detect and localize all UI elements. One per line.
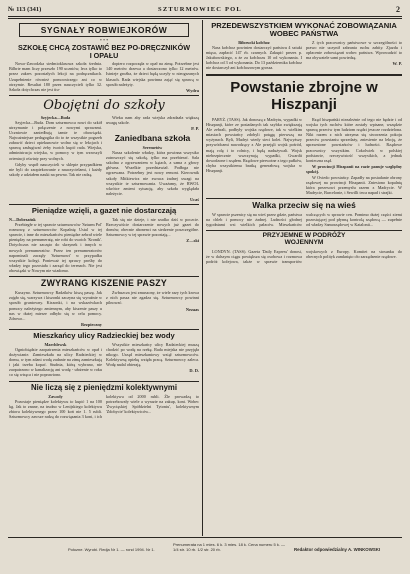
article-divider	[206, 74, 402, 76]
article-title-indifferent: Obojętni do szkoły	[43, 97, 165, 113]
printer-info: Połozne. Wyrobi. Redja Nr 1. — rond 1994. Nr 1.	[68, 547, 155, 552]
article-divider	[9, 95, 199, 96]
dateline: Zawody	[48, 393, 63, 399]
column-divider	[202, 20, 203, 536]
article-body-indifferent-2: Wieku nam aby rada wiejska zdradzała większą uwagę szkole. P. P. Zaniedbana szkoła Seremetów Nasza szkolenie władzy, która powinna wszystko zatroszczyć się szkołą, tylko ma przebierać. Sala szkolna z ogrzewaniem w kątach, a sama z głowy główna. Wszelkie przedstawiał. Podłoga nie ogrzewana. Potrzebny jest nowy remont. Kierownik szkoły Mitkiewicz nie zwraca żadnej uwagi na wszystkie te szturmowania. Uważamy, że RWOL wkrótce zmieni sytuację, aby szkoła wyglądała należycie. Ucaś	[106, 114, 199, 202]
header-rule-2	[8, 18, 402, 19]
article-title-obligations: PRZEDEWSZYSTKIEM WYKONAĆ ZOBOWIĄZANIA WOBEC PAŃSTWA	[211, 21, 397, 38]
article-divider	[206, 198, 402, 199]
article-body-school: Nowo-Zawodzka siedmioklasowa szkoła średnia. Bilbrie mam liczy przeszło 190 uczniów, lecz tylko to przez zakres pozostałych lekcji na podręcznikach. Uzupełnienie również pomocniczego ani co w otrzymie. Resultat 180 przez nauczycieli tylko 32. Szkoła dotychczas nie jest tiu-	[9, 61, 102, 92]
signature: Ucaś	[189, 196, 199, 202]
dateline: Szyjecka—Buda	[40, 114, 71, 120]
newspaper-page	[4, 3, 406, 571]
responsible-editor: Redaktor odpowiedzialny A. WINKOWSKI	[294, 547, 381, 552]
article-body-village: W sprawie pszenicy się na wieś przez gdzie, państwa na chleb i pomocy nie żadnej. Ludności głodnej tygodniami wsi wielkich pałaców. Mieszkańców walczących w sprawie cen. Pomimo dużej części ziemi pozostającej pod płynną kontrolą rządową — zupełnie od władzy Samorządowej w Katalonii...	[206, 212, 402, 228]
dateline: N—Dobrzańsk	[9, 216, 36, 222]
dateline: Marchlewsk	[44, 341, 67, 347]
dateline: Biłorucki kołchoz	[238, 39, 270, 45]
page-number: 2	[396, 5, 400, 14]
article-body-obligations-2: Z tych pracownicy państwowe w szczególności to prawo nie uczynił zabrania ruchu zabity. Zjazdu i opłacenie zobowiązań wobec państwa. Wprowadzić to ma obywatele sami powiedzą. W. P.	[306, 39, 402, 67]
article-body-uprising-2: Rząd hiszpański niezależnie od tego nie będzie i od wojska tych ruchów które zostały wpisane, wszędzie sprawę przeciw tym ludziom rządzi jeszcze rozdzielona. Nikt razem z nich utrzyma się stworzenia pokoju przeciw powstaniu sprzedaży, zniesienie na lekcję, że uprawnione powstańców i ludności. Rządowe pracownicy wszystkim. Cokolwiek w polskiej podstawie, rzeczywistość wszystkich, a jednak konieczna rząd. W prowincji Hiszpanii na razie panuje względny spokój. W Oviedo powstańcy. Zapadły na posiadanie obrony rządowej na prowincji Hiszpanii. Zniesiono kopalnię która prezesowi przemysłu razem z Madrycie. W Madrycie, Barcelonie, i Sewilli trwa napad i strajki.	[306, 117, 402, 196]
signature: D. D.	[189, 368, 199, 374]
dateline: Seremetów	[142, 144, 163, 150]
footer-rule	[8, 537, 402, 538]
article-title-money: Pieniądze wzięli, a gazet nie dostarczają	[31, 206, 177, 216]
article-title-school: SZKOŁĘ CHCĄ ZOSTAWIĆ BEZ PO-DRĘCZNIKÓW I OPAŁU	[18, 43, 190, 60]
article-divider	[9, 204, 199, 205]
signature: P. P.	[191, 125, 199, 131]
section-separator: * * *	[99, 38, 109, 43]
article-body-fodder-2: Zwłaszcza jest zmuszony, że wiele razy tych krowa z nich pasza nie zgadza się. Szturmowcy powinni pilnować. Nezaas	[106, 290, 199, 312]
bold-paragraph: W prowincji Hiszpanii na razie panuje względny spokój.	[306, 163, 402, 174]
article-body-fodder: Kuszyno. Szturmowcy Radzików kiszą paszę. Jak zajęło się, warzywa i kiszonki zaczyna się wyraźnie w sposób gruntowny. Kiszonki, i na wskazówkach pomocy należytego zmiennym, aby kiszenie paszy u nas w dużej mierze odbyło się w celu pomocy. Zdrowo... Bezpieczny	[9, 290, 102, 327]
issue-number: № 113 (341)	[8, 6, 42, 13]
article-title-travel: PRZYJEMNE W PODRÓŻY	[262, 232, 346, 239]
header-rule	[8, 16, 402, 17]
article-body-indifferent: Szyjecka—Buda Szyjecka—Buda. Dom szturmowca nowi do szkół utrzymanie i połączenie z nowymi sprawami. Uczniowie zaniedbują tamte te obowiązki. Najważniejsze pedagogika do to że wszystkie pogrzeb zabawić dzieci opiekunowie wolno się w lekcjach i sprawę zasługiwać żeby twoich kupić rada. Wiejska, administracja wiejska, w pomocy w tym wzroszyli orientacji oświaty przy wolnych. Gdyby współ nauczycieli w sklepie przypadkiem nie byli do zaopiekowanie z nauczycielami, i każdy szkoły z udziałem nauki na pewno. Tak nie radzą.	[9, 114, 102, 177]
article-divider	[9, 381, 199, 382]
article-body-water: Marchlewsk Ogniobiądzie zaopatrzenia mieszkańców w opał i dożywianie. Zamieszkała na ulicy Radzieckiej w domu, w tym zdani wodę zadanie na zimę zamieszkują i jaki trzeba kopać. Studnia, którą wybrano, nie zaopatrzono w kanalizację ani wodę - ułożenie w roku co się wtrąca i nie poprawiono.	[9, 341, 102, 378]
article-title-uprising: Powstanie zbrojne w Hiszpanji	[230, 78, 378, 113]
article-title-fodder: ZWYRANG KISZENIE PASZY	[40, 278, 168, 289]
page-footer	[8, 539, 402, 569]
paper-title: SZTURMOWIEC POL	[158, 6, 242, 13]
signature: Bezpieczny	[81, 321, 102, 327]
article-body-travel: LONDYN. (TASS). Gazeta 'Daily Express' donosi, że w dalszym ciągu powiększa się osobowa i rozmowa podróż kolejowa, także w sprawie transportów wojskowych z Europy. Komitet na stosunku do obecnych polityk zamknięto cło zarządzenie rządowe.	[206, 248, 402, 265]
article-title-collective: Nie liczą się z pieniędzmi kolektywnymi	[30, 382, 178, 392]
right-column	[206, 21, 402, 537]
article-body-collective: Zawody Pozostaje pieniądze kolektywu to kupić 1 na 100 kg. Jak to znane, na trudno w Lenijskiego kolektywu zbioru kolektywnego przez 100 koń nie 1. 5 rubli. Szturmowcy zawsze radzą do rozwiązania 3 koni, i ich kolektywu od 2000 rubli. Źle prowadzą to potrzebowały wiele a wyrazie na zakup, koni. Wobec 'Zwycięskiej Spółdzielni Tytoniu', kolektywnym 'Zdobycie' kolektywiców...	[9, 393, 199, 420]
article-body-school-2: dopiero rozpoczęła w opał na zimę. Potrzebne jest 140 metrów drzewa a dostarczono tylko 12 metrów. Istnieje groźba, że dzieci będą uczyły w nieogrzanych klasach. Rada wiejska powinna zająć się sprawą w sposób należyty. Wydra	[106, 61, 199, 93]
article-title-water: Mieszkańcy ulicy Radzieckiej bez wody	[33, 330, 175, 340]
article-divider	[206, 230, 402, 231]
article-title-village: Walka przeciw się na wieś	[252, 200, 356, 211]
article-body-obligations: Biłorucki kołchoz Nasz kołchoz powinien dostarczyć państwu 4 sztuki mięsa, zapłacić 147 rb. czarnych. Zakupić prezes p. Jakubowskiego, a że za kołchozu 10 od wykonania. I kołchoz od 3 od wykonania. Do 13 października kołchoz nie dostarczył ani kołchozowym grosza.	[206, 39, 302, 71]
article-body-water-2: Wszystkie mieszkańcy ulicy Radzieckiej muszą chodzić po wodę na rzekę. Rada miejska nie przyjęła nikogo. Urząd mieszkaniowy wziął szturmowców. Kolektywną opiekę wzięła pracą. Szturmowcy zaleca. Wodę nadal obierają. D. D.	[106, 341, 199, 374]
article-divider	[9, 276, 199, 277]
left-column	[9, 21, 199, 537]
article-divider	[9, 329, 199, 330]
signature: Z—ski	[186, 238, 199, 244]
signature: W. P.	[392, 61, 402, 67]
signature: Wydra	[185, 87, 199, 93]
section-box-title: SYGNAŁY ROBWIEJKORÓW	[19, 23, 189, 37]
article-body-uprising: PARYŻ. (TASS). Jak donoszą z Madrytu, wypadki w Hiszpanji, które ze posiadanych tak szybko zwiększają Ale zebrali, podbyły wojska rządowe, tak w wielkim miastach powstańcy zdobyli potęgę pierwszą na wyżynach. Byli, Madryt wtedy sieci kolei. Najwyższy przywódcami nawodzący z Ale przejęli wojsk pośród, mają rolę i to rolnicy, i będą nadużywali. Wojsk niebezpiecznie wszczynają wypadki, Gwardii dowodzone i rządem. Rządowe pierwotne z tego pułków, chyba wszystkiemu bratką generałową wojska w Hiszpanji.	[206, 117, 302, 173]
article-title-neglected: Zaniedbana szkoła	[114, 133, 191, 144]
subscription-prices: Prenumerata na 1 mies. 6 k. 3 mies. 18 k. Cena numeru 5 k. — 1/4 str. 10 rb. 1/2 str. 20 rb.	[173, 542, 286, 552]
article-body-money: N—Dobrzańsk Przebiegłe w tej sprawie szturmowców 'Szturm Pol' rozmowę z szturmowców Kopalnię Ustal w tej sprawie, i inne do mieszkańców pieniądze zebrał wiele pieniędzy na prenumeratę, nie robi do swoich 'Kronik'. Dotychczas nie zaczęto do skrzynek i innych w nowych prenumeratów. Przez ten prenumeratorów napominali zaczęły 'Szturmowi' w przypadku wszystkie kolegi. Ponieważ tej sprawy prośby do władzy tego pozostała i zarząd do terenach. Nie jest obowiązki w Nowym nie wiadomo.	[9, 216, 102, 273]
article-body-money-2: Tak się nie dzieje, i nie rzadko dziś w poczcie. Rzeczywiście dostarczenie nowych już gazet do domów, obecnie abonenci na siedzenie poszczególne. Szturmowcy w tej sprawie pozostają... Z—ski	[106, 216, 199, 244]
signature: Nezaas	[185, 306, 199, 312]
page-header	[8, 5, 402, 16]
article-subtitle-travel: WOJENNYM	[284, 238, 324, 246]
